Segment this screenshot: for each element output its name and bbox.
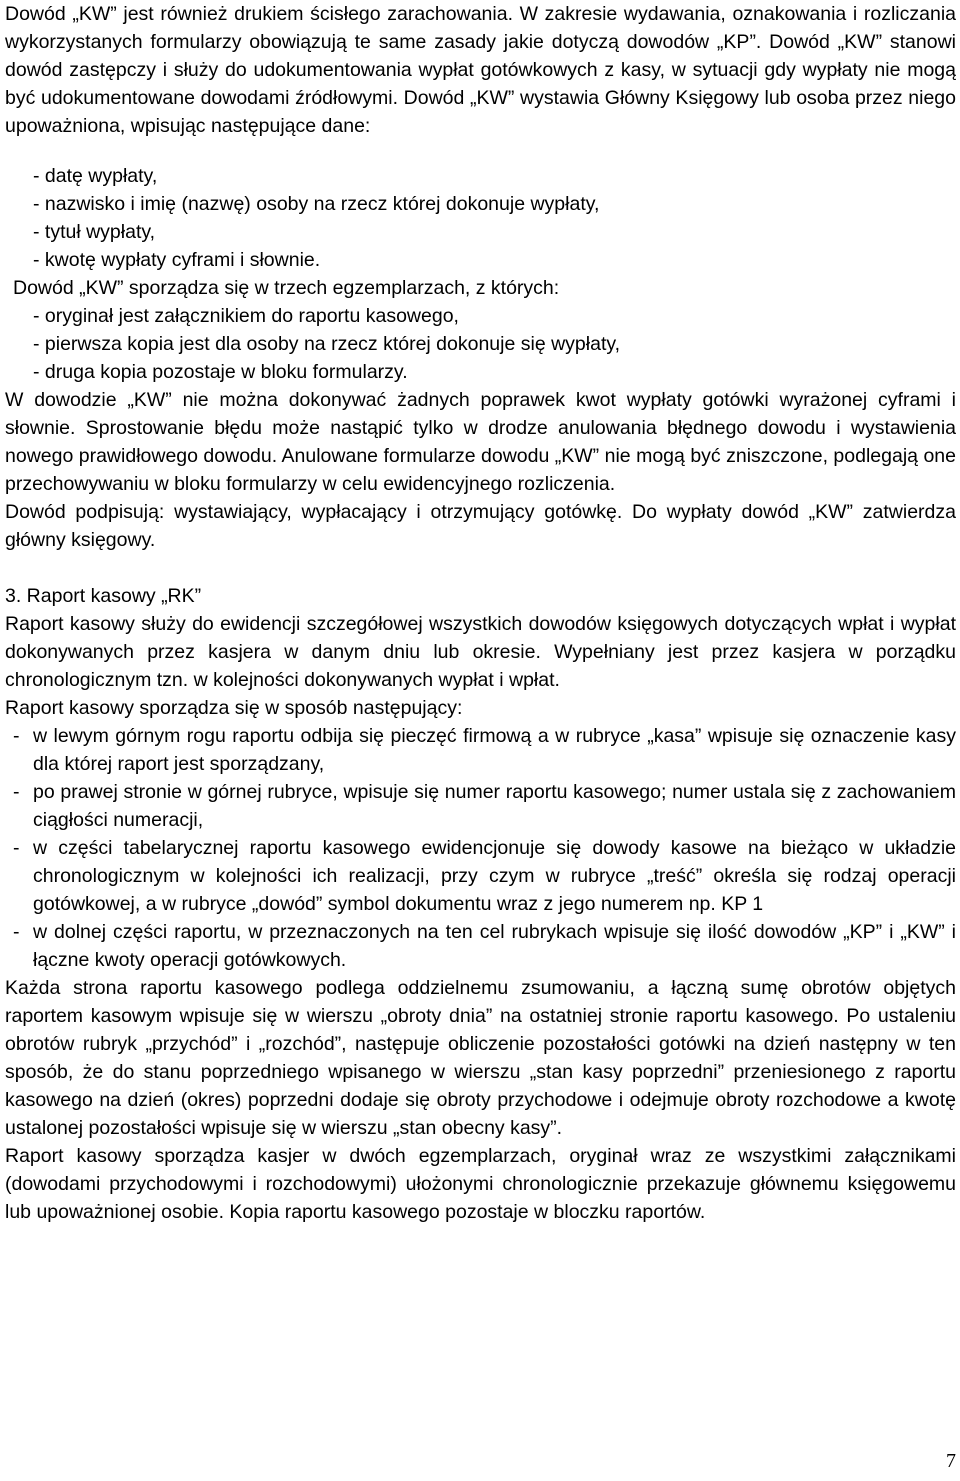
- list-item: - druga kopia pozostaje w bloku formularzy.: [33, 361, 408, 383]
- kw-data-list: [5, 162, 956, 274]
- page-number: 7: [946, 1450, 956, 1472]
- spacer: [5, 140, 956, 162]
- list-item-text: w dolnej części raportu, w przeznaczonych na ten cel rubrykach wpisuje się ilość dowodów „KP” i „KW” i łączne kwoty operacji gotówkowych.: [33, 921, 956, 971]
- paragraph-rk-copies: Raport kasowy sporządza kasjer w dwóch egzemplarzach, oryginał wraz ze wszystkimi załącznikami (dowodami przychodowymi i rozchodowymi) ułożonymi chronologicznie przekazuje głównemu księgowemu lub upoważnionej osobie. Kopia raportu kasowego pozostaje w bloczku raportów.: [5, 1145, 956, 1223]
- list-item: - datę wypłaty,: [33, 165, 158, 187]
- list-item-text: w części tabelarycznej raportu kasowego ewidencjonuje się dowody kasowe na bieżąco w układzie chronologicznym w kolejności ich realizacji, przy czym w rubryce „treść” określa się rodzaj operacji gotówkowej, a w rubryce „dowód” symbol dokumentu wraz z jego numerem np. KP 1: [33, 837, 956, 915]
- paragraph-kw-corrections: W dowodzie „KW” nie można dokonywać żadnych poprawek kwot wypłaty gotówki wyrażonej cyframi i słownie. Sprostowanie błędu może nastąpić tylko w drodze anulowania błędnego dowodu i wystawienia nowego prawidłowego dowodu. Anulowane formularze dowodu „KW” nie mogą być zniszczone, podlegają one przechowywaniu w bloku formularzy w celu ewidencyjnego rozliczenia.: [5, 389, 956, 495]
- spacer: [5, 554, 956, 582]
- list-dash: -: [13, 921, 20, 943]
- section-heading: 3. Raport kasowy „RK”: [5, 585, 202, 607]
- paragraph-kw-intro: Dowód „KW” jest również drukiem ścisłego zarachowania. W zakresie wydawania, oznakowania i rozliczania wykorzystanych formularzy obowiązują te same zasady jakie dotyczą dowodów „KP”. Dowód „KW” stanowi dowód zastępczy i służy do udokumentowania wypłat gotówkowych z kasy, w sytuacji gdy wypłaty nie mogą być udokumentowane dowodami źródłowymi. Dowód „KW” wystawia Główny Księgowy lub osoba przez niego upoważniona, wpisując następujące dane:: [5, 3, 956, 137]
- rk-steps-list: [5, 722, 956, 974]
- list-item: - oryginał jest załącznikiem do raportu kasowego,: [33, 305, 459, 327]
- list-dash: -: [13, 725, 20, 747]
- list-item: [5, 918, 956, 974]
- list-item: - pierwsza kopia jest dla osoby na rzecz której dokonuje się wypłaty,: [33, 333, 621, 355]
- list-item: [5, 722, 956, 778]
- document-page: [5, 0, 956, 1226]
- kw-copies-list: [5, 302, 956, 386]
- paragraph-rk-intro: Raport kasowy służy do ewidencji szczegółowej wszystkich dowodów księgowych dotyczących wpłat i wypłat dokonywanych przez kasjera w danym dniu lub okresie. Wypełniany jest przez kasjera w porządku chronologicznym tzn. w kolejności dokonywanych wypłat i wpłat.: [5, 613, 956, 691]
- list-item: - tytuł wypłaty,: [33, 221, 156, 243]
- list-item: - kwotę wypłaty cyframi i słownie.: [33, 249, 321, 271]
- paragraph-kw-copies: Dowód „KW” sporządza się w trzech egzemplarzach, z których:: [13, 277, 560, 299]
- list-item: [5, 778, 956, 834]
- paragraph-rk-summing: Każda strona raportu kasowego podlega oddzielnemu zsumowaniu, a łączną sumę obrotów objętych raportem kasowym wpisuje się w wierszu „obroty dnia” na ostatniej stronie raportu kasowego. Po ustaleniu obrotów rubryk „przychód” i „rozchód”, następuje obliczenie pozostałości gotówki na dzień następny w ten sposób, że do stanu poprzedniego wpisanego w wierszu „stan kasy poprzedni” przeniesionego z raportu kasowego na dzień (okres) poprzedni dodaje się obroty przychodowe i odejmuje obroty rozchodowe a kwotę ustalonej pozostałości wpisuje się w wierszu „stan obecny kasy”.: [5, 977, 956, 1139]
- list-item: - nazwisko i imię (nazwę) osoby na rzecz której dokonuje wypłaty,: [33, 193, 600, 215]
- list-item: [5, 834, 956, 918]
- list-item-text: po prawej stronie w górnej rubryce, wpisuje się numer raportu kasowego; numer ustala się z zachowaniem ciągłości numeracji,: [33, 781, 956, 831]
- paragraph-rk-method: Raport kasowy sporządza się w sposób następujący:: [5, 697, 463, 719]
- list-dash: -: [13, 781, 20, 803]
- list-item-text: w lewym górnym rogu raportu odbija się pieczęć firmową a w rubryce „kasa” wpisuje się oznaczenie kasy dla której raport jest sporządzany,: [33, 725, 956, 775]
- paragraph-kw-signatures: Dowód podpisują: wystawiający, wypłacający i otrzymujący gotówkę. Do wypłaty dowód „KW” zatwierdza główny księgowy.: [5, 501, 956, 551]
- list-dash: -: [13, 837, 20, 859]
